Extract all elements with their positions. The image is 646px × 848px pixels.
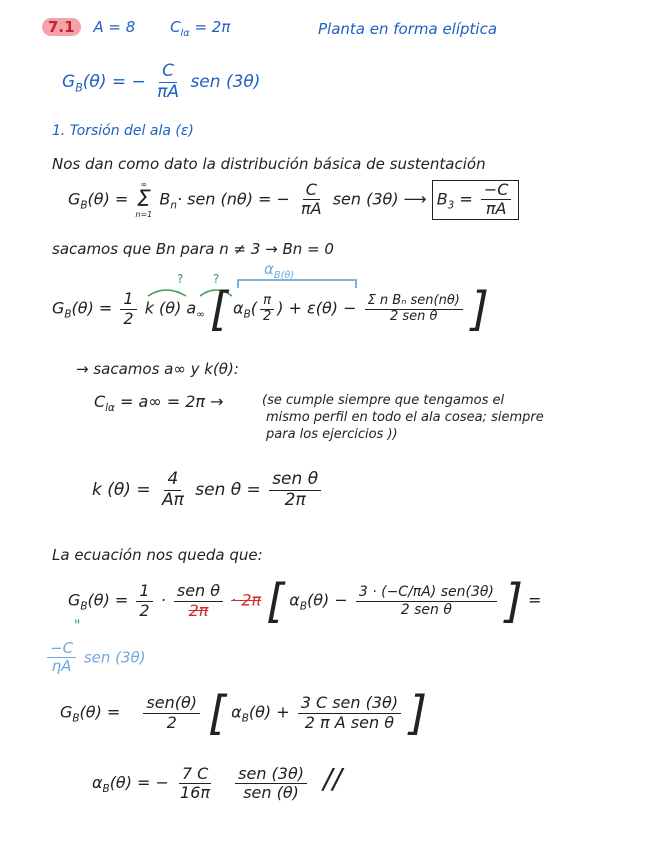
exercise-badge: 7.1	[42, 18, 81, 36]
equation-3: $C_{l\alpha} = a\infty = 2\pi$ →	[94, 392, 224, 415]
alpha-b-brace-label: $\alpha_{B(\theta)}$	[264, 260, 295, 281]
equation-2: $G_B(\theta)$ = $\frac{1}{2}$ k (θ) $a_\infty$ [ $\alpha_B$( $\frac{\pi}{2}$ ) + ε(θ) − $\frac{\text{Σ n Bₙ sen(nθ)}}{\text{2 sen θ}}$ ]	[52, 282, 489, 336]
equation-6: $G_B(\theta)$ = $\frac{\text{sen(θ)}}{2}$ [ $\alpha_B(\theta)$ + $\frac{\text{3 C sen (3θ)}}{\text{2 π A sen θ}}$ ]	[60, 686, 428, 740]
planform-label: Planta en forma elíptica	[318, 20, 498, 38]
perfil-note: (se cumple siempre que tengamos el mismo perfil en todo el ala cosea; siempre para los ejercicios ))	[262, 393, 544, 442]
b3-result-box: $B_3$ = $\frac{-C}{\pi A}$	[432, 180, 520, 220]
header-row	[42, 18, 230, 39]
bn-line: sacamos que Bn para n ≠ 3 → Bn = 0	[52, 240, 334, 258]
question-mark-1: ?	[177, 272, 184, 286]
question-mark-2: ?	[213, 272, 220, 286]
equation-5: $G_B(\theta)$ = $\frac{1}{2}$ · $\frac{\text{sen θ}}{2\pi}$ · 2π [ $\alpha_B(\theta)$ − $\frac{\text{3 · (−C/πA) sen(3θ)}}{\text{2 sen θ}}$ ] =	[68, 574, 542, 628]
section-title: 1. Torsión del ala (ε)	[52, 123, 194, 139]
equation-1: $G_B(\theta)$ = ∞ Σ n=1 $B_n\cdot$ sen (nθ) = − $\frac{C}{\pi A}$ sen (3θ) ⟶ $B_3$ = $\frac{-C}{\pi A}$	[68, 180, 519, 220]
equation-7: $\alpha_B(\theta)$ = − $\frac{7 C}{16\pi}$ $\frac{\text{sen (3θ)}}{\text{sen (θ)}}$ //	[92, 762, 342, 802]
gamma-definition: $G_B(\theta)$ = − $\frac{C}{\pi A}$ sen (3θ)	[62, 61, 261, 102]
aspect-ratio: A = 8	[93, 18, 136, 36]
queda-line: La ecuación nos queda que:	[52, 546, 263, 564]
given-data-line: Nos dan como dato la distribución básica de sustentación	[52, 155, 486, 173]
cla-label: $C_{l\alpha} = 2\pi$	[170, 18, 231, 39]
equation-4: k (θ) = $\frac{4}{A\pi}$ sen θ = $\frac{\text{sen θ}}{2\pi}$	[92, 470, 324, 510]
equals-quote: "	[74, 618, 81, 634]
sacamos-line: → sacamos a∞ y k(θ):	[76, 360, 239, 378]
side-note: $\frac{-C}{\eta A}$ sen (3θ)	[44, 640, 146, 676]
